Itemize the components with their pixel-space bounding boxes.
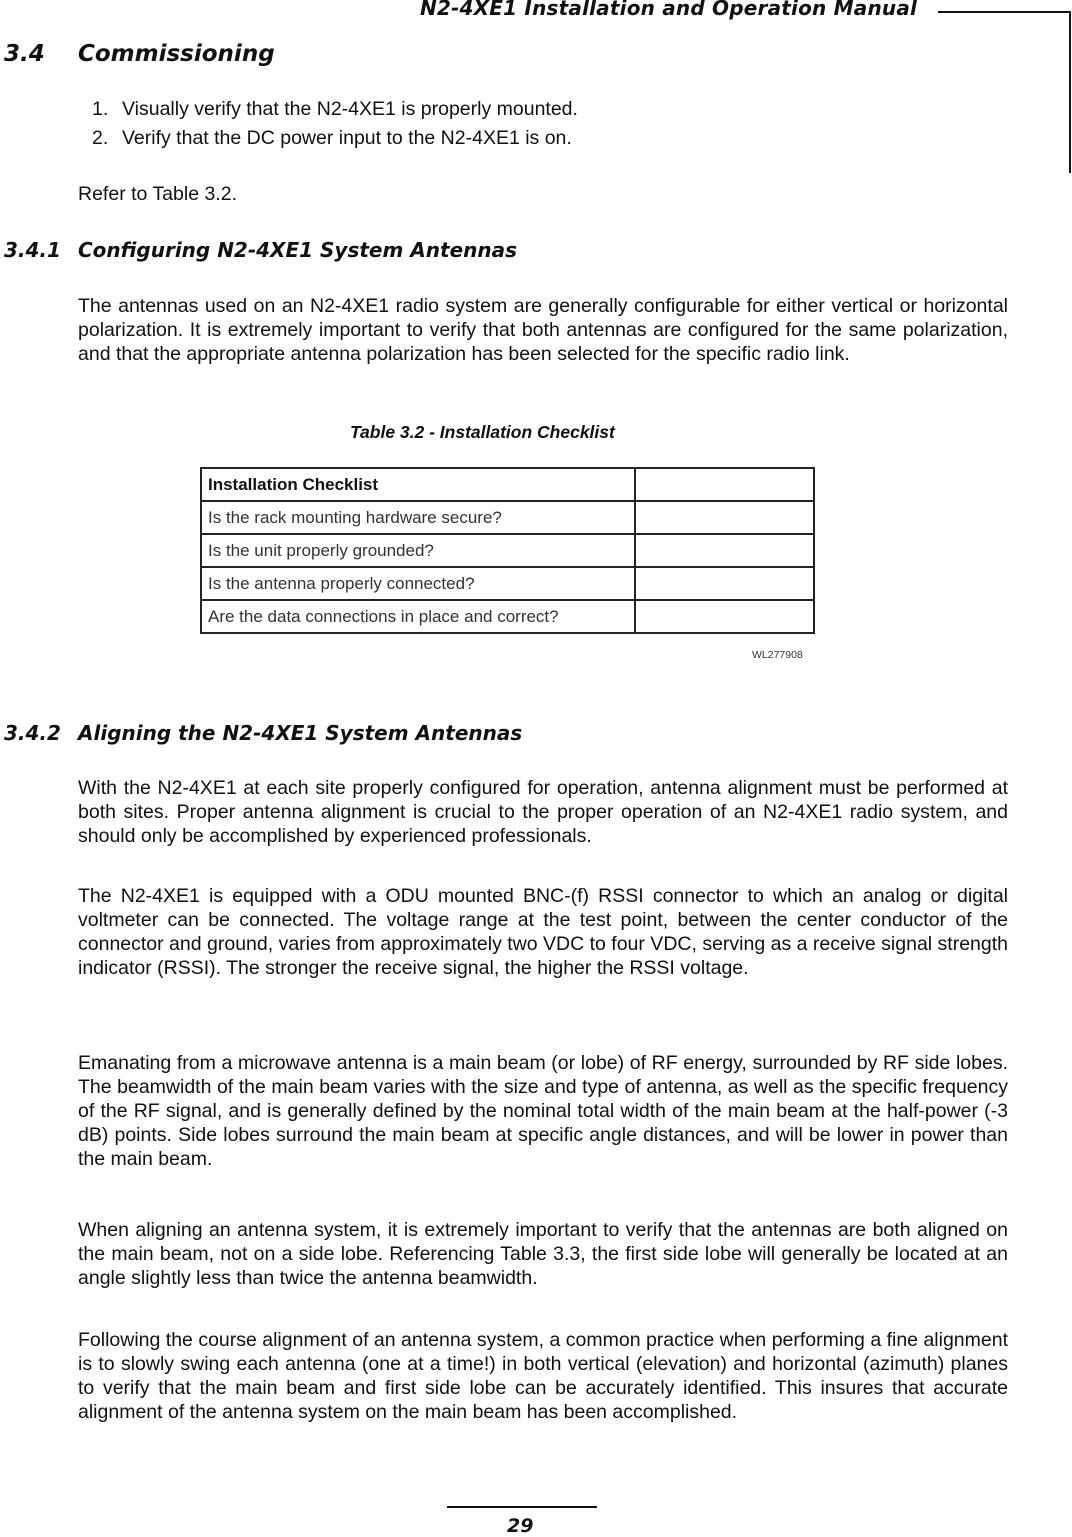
paragraph: The antennas used on an N2-4XE1 radio system are generally configurable for either vertical or horizontal polarization. It is extremely important to verify that both antennas are configured for the same polarization, and that the appropriate antenna polarization has been selected for the specific radio link.: [78, 295, 1008, 365]
subsection-title: Aligning the N2-4XE1 System Antennas: [78, 721, 523, 745]
step-text: Visually verify that the N2-4XE1 is properly mounted.: [122, 98, 578, 120]
paragraph: Emanating from a microwave antenna is a main beam (or lobe) of RF energy, surrounded by RF side lobes. The beamwidth of the main beam varies with the size and type of antenna, as well as the specific frequency of the RF signal, and is generally defined by the nominal total width of the main beam at the half-power (-3 dB) points. Side lobes surround the main beam at specific angle distances, and will be lower in power than the main beam.: [78, 1052, 1008, 1170]
table-cell: Are the data connections in place and correct?: [201, 600, 635, 633]
footer-rule: [447, 1506, 597, 1508]
step-number: 2.: [92, 127, 109, 149]
paragraph: Following the course alignment of an antenna system, a common practice when performing a fine alignment is to slowly swing each antenna (one at a time!) in both vertical (elevation) and horizontal (azimuth) planes to verify that the main beam and first side lobe can be accurately identified. This insures that accurate alignment of the antenna system on the main beam has been accomplished.: [78, 1329, 1008, 1423]
section-heading: [4, 41, 275, 67]
section-title: Commissioning: [78, 41, 275, 67]
subsection-heading-1: [4, 238, 517, 262]
table-row: [201, 600, 814, 633]
table-row: [201, 534, 814, 567]
check-cell: [635, 534, 814, 567]
table-caption: Table 3.2 - Installation Checklist: [350, 422, 615, 442]
subsection-title: Configuring N2-4XE1 System Antennas: [78, 238, 518, 262]
step-text: Verify that the DC power input to the N2-4XE1 is on.: [122, 127, 572, 149]
table-row: [201, 501, 814, 534]
page-number: 29: [507, 1515, 534, 1537]
step-1: [92, 98, 578, 121]
section-number: 3.4: [4, 41, 45, 67]
step-number: 1.: [92, 98, 109, 120]
paragraph: With the N2-4XE1 at each site properly configured for operation, antenna alignment must be performed at both sites. Proper antenna alignment is crucial to the proper operation of an N2-4XE1 radio system, and should only be accomplished by experienced professionals.: [78, 777, 1008, 847]
table-header-cell: Installation Checklist: [201, 468, 635, 501]
table-row: [201, 567, 814, 600]
check-cell: [635, 600, 814, 633]
paragraph: The N2-4XE1 is equipped with a ODU mounted BNC-(f) RSSI connector to which an analog or digital voltmeter can be connected. The voltage range at the test point, between the center conductor of the connector and ground, varies from approximately two VDC to four VDC, serving as a receive signal strength indicator (RSSI). The stronger the receive signal, the higher the RSSI voltage.: [78, 885, 1008, 979]
subsection-number: 3.4.2: [4, 721, 61, 745]
subsection-number: 3.4.1: [4, 238, 61, 262]
table-cell: Is the rack mounting hardware secure?: [201, 501, 635, 534]
check-cell: [635, 501, 814, 534]
table-header-row: [201, 468, 814, 501]
header-rule-horizontal: [938, 11, 1071, 13]
table-header-check-cell: [635, 468, 814, 501]
check-cell: [635, 567, 814, 600]
figure-reference-code: WL277908: [752, 649, 803, 661]
paragraph: When aligning an antenna system, it is extremely important to verify that the antennas are both aligned on the main beam, not on a side lobe. Referencing Table 3.3, the first side lobe will generally be located at an angle slightly less than twice the antenna beamwidth.: [78, 1219, 1008, 1289]
table-cell: Is the antenna properly connected?: [201, 567, 635, 600]
refer-text: Refer to Table 3.2.: [78, 183, 237, 205]
step-2: [92, 127, 572, 150]
subsection-heading-2: [4, 721, 522, 745]
running-header: N2-4XE1 Installation and Operation Manual: [420, 0, 918, 20]
installation-checklist-table: [200, 467, 815, 634]
table-cell: Is the unit properly grounded?: [201, 534, 635, 567]
header-rule-vertical: [1069, 11, 1071, 173]
